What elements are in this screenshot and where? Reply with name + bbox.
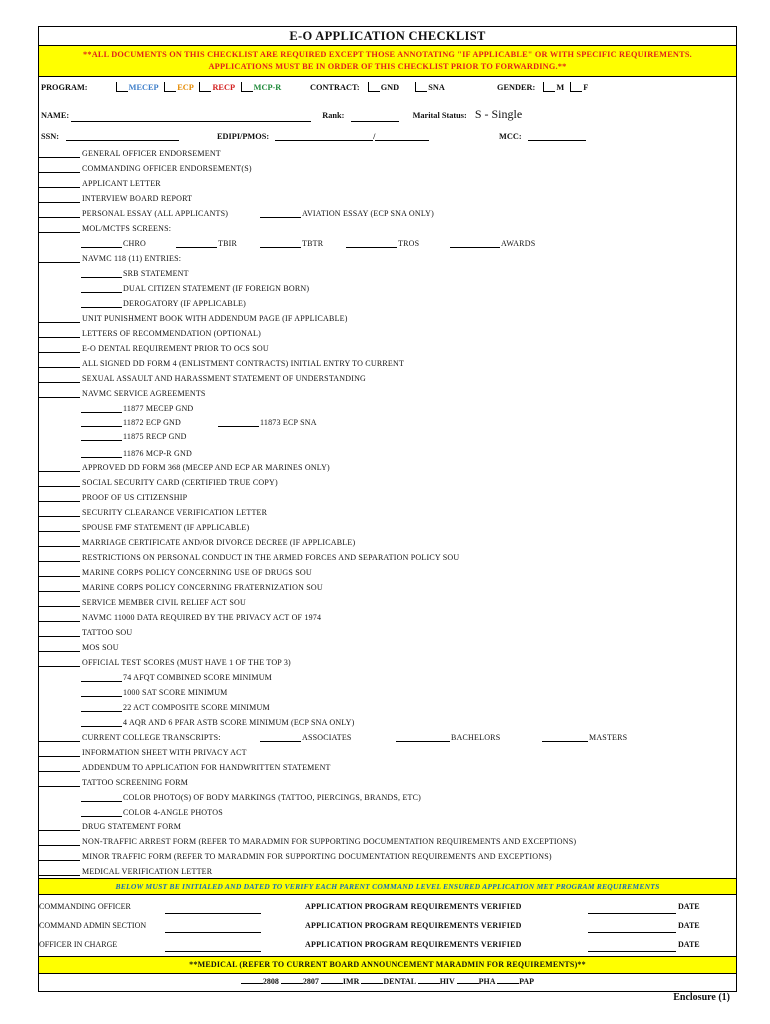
list-item: GENERAL OFFICER ENDORSEMENT (39, 145, 221, 159)
list-item: APPROVED DD FORM 368 (MECEP AND ECP AR MARINES ONLY) (39, 459, 330, 473)
initial-blank[interactable] (81, 684, 122, 697)
initial-blank[interactable] (81, 414, 122, 427)
medical-blank[interactable] (457, 975, 479, 984)
initial-blank[interactable] (81, 400, 122, 413)
list-item: ASSOCIATES (260, 729, 352, 742)
list-item: MARINE CORPS POLICY CONCERNING USE OF DRUGS SOU (39, 564, 312, 578)
edipi-field[interactable] (275, 131, 373, 141)
initial-blank[interactable] (39, 579, 80, 592)
initial-blank[interactable] (39, 654, 80, 667)
sna-label: SNA (428, 83, 445, 92)
initial-blank[interactable] (39, 190, 80, 203)
initial-blank[interactable] (176, 235, 217, 248)
mcc-field[interactable] (528, 131, 586, 141)
requirements-warning (39, 45, 736, 77)
signoff-role: OFFICER IN CHARGE (39, 940, 118, 949)
male-label: M (556, 83, 565, 92)
list-item: APPLICANT LETTER (39, 175, 161, 189)
list-item: INTERVIEW BOARD REPORT (39, 190, 192, 204)
edipi-label: EDIPI/PMOS: (217, 132, 270, 141)
recp-label: RECP (212, 83, 235, 92)
list-item: DEROGATORY (IF APPLICABLE) (81, 295, 246, 308)
mcpr-label: MCP-R (253, 83, 282, 92)
list-item: PROOF OF US CITIZENSHIP (39, 489, 187, 503)
list-item: E-O DENTAL REQUIREMENT PRIOR TO OCS SOU (39, 340, 269, 354)
initial-blank[interactable] (81, 428, 122, 441)
list-item: CHRO (81, 235, 146, 248)
initial-blank[interactable] (39, 489, 80, 502)
list-item: 4 AQR AND 6 PFAR ASTB SCORE MINIMUM (ECP SNA ONLY) (81, 714, 354, 727)
contract-label: CONTRACT: (310, 83, 360, 92)
initial-blank[interactable] (39, 639, 80, 652)
list-item: 11877 MECEP GND (81, 400, 193, 413)
medical-blank[interactable] (241, 975, 263, 984)
initial-blank[interactable] (39, 145, 80, 158)
signoff-statement: APPLICATION PROGRAM REQUIREMENTS VERIFIED (305, 921, 522, 930)
initial-blank[interactable] (39, 175, 80, 188)
list-item: 74 AFQT COMBINED SCORE MINIMUM (81, 669, 272, 682)
initial-blank[interactable] (39, 594, 80, 607)
list-item: ALL SIGNED DD FORM 4 (ENLISTMENT CONTRACTS) INITIAL ENTRY TO CURRENT (39, 355, 404, 369)
list-item: NAVMC 11000 DATA REQUIRED BY THE PRIVACY ACT OF 1974 (39, 609, 321, 623)
list-item: CURRENT COLLEGE TRANSCRIPTS: (39, 729, 221, 743)
name-label: NAME: (41, 111, 70, 120)
ecp-checkbox[interactable] (164, 82, 176, 92)
list-item: INFORMATION SHEET WITH PRIVACY ACT (39, 744, 247, 758)
initial-blank[interactable] (346, 235, 397, 248)
list-item: 22 ACT COMPOSITE SCORE MINIMUM (81, 699, 270, 712)
signoff-statement: APPLICATION PROGRAM REQUIREMENTS VERIFIED (305, 940, 522, 949)
list-item: 11872 ECP GND (81, 414, 181, 427)
medical-items-row: 2808 2807 IMR DENTAL HIV PHA PAP (39, 975, 736, 986)
initials-line[interactable] (165, 931, 261, 933)
list-item: NAVMC SERVICE AGREEMENTS (39, 385, 206, 399)
initial-blank[interactable] (39, 355, 80, 368)
list-item: MOS SOU (39, 639, 119, 653)
enclosure-label: Enclosure (1) (673, 992, 730, 1003)
gender-row (497, 82, 588, 92)
warning-line-2: APPLICATIONS MUST BE IN ORDER OF THIS CHECKLIST PRIOR TO FORWARDING.** (208, 62, 567, 71)
mecep-label: MECEP (128, 83, 159, 92)
list-item: LETTERS OF RECOMMENDATION (OPTIONAL) (39, 325, 261, 339)
list-item: 11876 MCP-R GND (81, 445, 192, 458)
list-item: SECURITY CLEARANCE VERIFICATION LETTER (39, 504, 267, 518)
initial-blank[interactable] (39, 250, 80, 263)
initial-blank[interactable] (39, 340, 80, 353)
list-item: SERVICE MEMBER CIVIL RELIEF ACT SOU (39, 594, 246, 608)
marital-status-select[interactable]: S - Single (474, 107, 523, 121)
rank-field[interactable] (351, 112, 399, 122)
gnd-label: GND (380, 83, 400, 92)
initial-blank[interactable] (260, 729, 301, 742)
list-item: DUAL CITIZEN STATEMENT (IF FOREIGN BORN) (81, 280, 309, 293)
date-label: DATE (678, 902, 700, 911)
initial-blank[interactable] (39, 564, 80, 577)
list-item: MASTERS (542, 729, 627, 742)
medical-blank[interactable] (281, 975, 303, 984)
initial-blank[interactable] (39, 549, 80, 562)
initial-blank[interactable] (39, 534, 80, 547)
list-item: COLOR PHOTO(S) OF BODY MARKINGS (TATTOO, PIERCINGS, BRANDS, ETC) (81, 789, 421, 802)
ssn-field[interactable] (66, 131, 179, 141)
female-label: F (583, 83, 589, 92)
date-line[interactable] (588, 931, 676, 933)
signoff-role: COMMAND ADMIN SECTION (39, 921, 147, 930)
name-field[interactable] (71, 112, 311, 122)
list-item: SPOUSE FMF STATEMENT (IF APPLICABLE) (39, 519, 249, 533)
list-item: 11873 ECP SNA (218, 414, 317, 427)
list-item: TATTOO SOU (39, 624, 132, 638)
initial-blank[interactable] (218, 414, 259, 427)
medical-banner: **MEDICAL (REFER TO CURRENT BOARD ANNOUNCEMENT MARADMIN FOR REQUIREMENTS)** (39, 956, 736, 974)
initial-blank[interactable] (39, 310, 80, 323)
initial-blank[interactable] (81, 669, 122, 682)
list-item: MEDICAL VERIFICATION LETTER (39, 863, 212, 877)
list-item: TROS (346, 235, 419, 248)
list-item: 11875 RECP GND (81, 428, 187, 441)
initials-line[interactable] (165, 912, 261, 914)
female-checkbox[interactable] (570, 82, 582, 92)
list-item: BACHELORS (396, 729, 500, 742)
medical-blank[interactable] (361, 975, 383, 984)
initial-blank[interactable] (39, 205, 80, 218)
signoff-statement: APPLICATION PROGRAM REQUIREMENTS VERIFIED (305, 902, 522, 911)
initial-blank[interactable] (81, 789, 122, 802)
initial-blank[interactable] (39, 833, 80, 846)
initial-blank[interactable] (39, 759, 80, 772)
list-item: COLOR 4-ANGLE PHOTOS (81, 804, 223, 817)
list-item: RESTRICTIONS ON PERSONAL CONDUCT IN THE ARMED FORCES AND SEPARATION POLICY SOU (39, 549, 459, 563)
date-label: DATE (678, 921, 700, 930)
ssn-label: SSN: (41, 132, 59, 141)
mcc-label: MCC: (499, 132, 522, 141)
list-item: PERSONAL ESSAY (ALL APPLICANTS) (39, 205, 228, 219)
sna-checkbox[interactable] (415, 82, 427, 92)
initial-blank[interactable] (39, 624, 80, 637)
list-item: AWARDS (450, 235, 535, 248)
date-line[interactable] (588, 950, 676, 952)
list-item: SRB STATEMENT (81, 265, 189, 278)
page-title: E-O APPLICATION CHECKLIST (289, 29, 486, 43)
list-item: MOL/MCTFS SCREENS: (39, 220, 171, 234)
verification-banner: BELOW MUST BE INITIALED AND DATED TO VERIFY EACH PARENT COMMAND LEVEL ENSURED APPLICATION MET PROGRAM REQUIREMENTS (39, 878, 736, 895)
initial-blank[interactable] (39, 370, 80, 383)
initial-blank[interactable] (39, 459, 80, 472)
date-line[interactable] (588, 912, 676, 914)
initial-blank[interactable] (396, 729, 450, 742)
list-item: MINOR TRAFFIC FORM (REFER TO MARADMIN FOR SUPPORTING DOCUMENTATION REQUIREMENTS AND EXCEPTIONS) (39, 848, 552, 862)
gender-label: GENDER: (497, 83, 536, 92)
medical-blank[interactable] (321, 975, 343, 984)
pmos-field[interactable] (375, 131, 429, 141)
list-item: UNIT PUNISHMENT BOOK WITH ADDENDUM PAGE (IF APPLICABLE) (39, 310, 348, 324)
list-item: AVIATION ESSAY (ECP SNA ONLY) (260, 205, 434, 218)
male-checkbox[interactable] (543, 82, 555, 92)
initials-line[interactable] (165, 950, 261, 952)
contract-row (310, 82, 445, 92)
initial-blank[interactable] (81, 280, 122, 293)
list-item: TBIR (176, 235, 237, 248)
initial-blank[interactable] (39, 863, 80, 876)
list-item: TBTR (260, 235, 323, 248)
list-item: NON-TRAFFIC ARREST FORM (REFER TO MARADMIN FOR SUPPORTING DOCUMENTATION REQUIREMENTS AND EXCEPTIONS) (39, 833, 576, 847)
signoff-role: COMMANDING OFFICER (39, 902, 131, 911)
marital-status-label: Marital Status: (412, 111, 467, 120)
mecep-checkbox[interactable] (116, 82, 128, 92)
initial-blank[interactable] (81, 265, 122, 278)
list-item: MARRIAGE CERTIFICATE AND/OR DIVORCE DECREE (IF APPLICABLE) (39, 534, 355, 548)
ecp-label: ECP (177, 83, 194, 92)
mcpr-checkbox[interactable] (241, 82, 253, 92)
list-item: OFFICIAL TEST SCORES (MUST HAVE 1 OF THE TOP 3) (39, 654, 291, 668)
initial-blank[interactable] (39, 609, 80, 622)
warning-line-1: **ALL DOCUMENTS ON THIS CHECKLIST ARE REQUIRED EXCEPT THOSE ANNOTATING "IF APPLICABLE" OR WITH SPECIFIC REQUIREMENTS. (83, 50, 692, 59)
initial-blank[interactable] (260, 205, 301, 218)
ssn-row (41, 131, 179, 141)
list-item: 1000 SAT SCORE MINIMUM (81, 684, 228, 697)
program-row (41, 82, 281, 92)
list-item: DRUG STATEMENT FORM (39, 818, 181, 832)
initial-blank[interactable] (81, 714, 122, 727)
list-item: NAVMC 118 (11) ENTRIES: (39, 250, 181, 264)
initial-blank[interactable] (81, 295, 122, 308)
initial-blank[interactable] (39, 385, 80, 398)
initial-blank[interactable] (542, 729, 588, 742)
medical-blank[interactable] (497, 975, 519, 984)
initial-blank[interactable] (450, 235, 500, 248)
edipi-row: EDIPI/PMOS: / (217, 131, 429, 141)
initial-blank[interactable] (39, 220, 80, 233)
list-item: SOCIAL SECURITY CARD (CERTIFIED TRUE COPY) (39, 474, 278, 488)
initial-blank[interactable] (39, 160, 80, 173)
initial-blank[interactable] (39, 474, 80, 487)
initial-blank[interactable] (81, 235, 122, 248)
list-item: TATTOO SCREENING FORM (39, 774, 188, 788)
initial-blank[interactable] (39, 744, 80, 757)
initial-blank[interactable] (39, 519, 80, 532)
initial-blank[interactable] (39, 818, 80, 831)
initial-blank[interactable] (260, 235, 301, 248)
date-label: DATE (678, 940, 700, 949)
name-row (41, 107, 522, 122)
list-item: SEXUAL ASSAULT AND HARASSMENT STATEMENT OF UNDERSTANDING (39, 370, 366, 384)
initial-blank[interactable] (81, 445, 122, 458)
rank-label: Rank: (322, 111, 345, 120)
initial-blank[interactable] (39, 848, 80, 861)
initial-blank[interactable] (39, 729, 80, 742)
initial-blank[interactable] (39, 325, 80, 338)
program-label: PROGRAM: (41, 83, 88, 92)
checklist-form (38, 26, 737, 992)
gnd-checkbox[interactable] (368, 82, 380, 92)
list-item: MARINE CORPS POLICY CONCERNING FRATERNIZATION SOU (39, 579, 323, 593)
recp-checkbox[interactable] (199, 82, 211, 92)
list-item: ADDENDUM TO APPLICATION FOR HANDWRITTEN STATEMENT (39, 759, 331, 773)
list-item: COMMANDING OFFICER ENDORSEMENT(S) (39, 160, 252, 174)
mcc-row (499, 131, 586, 141)
initial-blank[interactable] (39, 504, 80, 517)
initial-blank[interactable] (39, 774, 80, 787)
medical-blank[interactable] (418, 975, 440, 984)
initial-blank[interactable] (81, 699, 122, 712)
initial-blank[interactable] (81, 804, 122, 817)
